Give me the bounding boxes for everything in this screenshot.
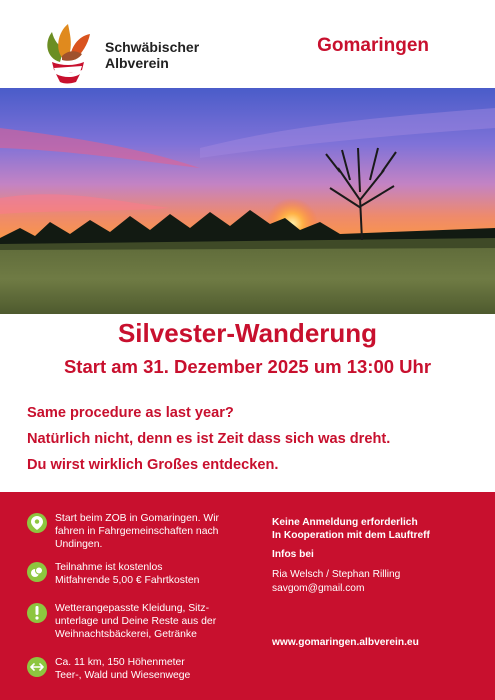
detail-line: Ca. 11 km, 150 Höhenmeter: [55, 657, 185, 668]
arrows-horizontal-icon: [27, 657, 47, 677]
detail-cost: [27, 561, 273, 587]
detail-line: Weihnachtsbäckerei, Getränke: [55, 629, 197, 640]
organization-name-line2: Albverein: [105, 55, 169, 71]
detail-line: Teer-, Wald und Wiesenwege: [55, 670, 191, 681]
detail-text: [55, 561, 273, 587]
albverein-logo-icon: [40, 20, 96, 84]
event-start-date: Start am 31. Dezember 2025 um 13:00 Uhr: [63, 356, 432, 377]
detail-text: [55, 602, 273, 641]
event-title: Silvester-Wanderung: [117, 318, 378, 348]
detail-text: [55, 656, 273, 682]
sunset-landscape-photo: [0, 88, 495, 314]
detail-line: fahren in Fahrgemeinschaften nach: [55, 526, 219, 537]
header: [0, 0, 495, 88]
info-panel: [0, 492, 495, 700]
organization-name: [105, 39, 199, 71]
website-link[interactable]: www.gomaringen.albverein.eu: [272, 637, 419, 648]
detail-line: Wetterangepasste Kleidung, Sitz-: [55, 603, 210, 614]
detail-line: unterlage und Deine Reste aus der: [55, 616, 217, 627]
infos-label: Infos bei: [272, 549, 314, 560]
organization-name-line1: Schwäbischer: [105, 39, 200, 55]
city-name: Gomaringen: [317, 35, 429, 56]
registration-note: Keine Anmeldung erforderlich: [272, 517, 418, 528]
detail-text: [55, 512, 273, 551]
intro-text: [27, 400, 487, 478]
contact-names: Ria Welsch / Stephan Rilling: [272, 569, 401, 580]
contact-email[interactable]: savgom@gmail.com: [272, 583, 365, 594]
intro-line: Natürlich nicht, denn es ist Zeit dass sich was dreht.: [27, 431, 391, 447]
intro-line: Du wirst wirklich Großes entdecken.: [27, 457, 279, 473]
detail-line: Start beim ZOB in Gomaringen. Wir: [55, 513, 219, 524]
location-pin-icon: [27, 513, 47, 533]
coins-icon: [27, 562, 47, 582]
detail-line: Teilnahme ist kostenlos: [55, 562, 163, 573]
detail-equipment: [27, 602, 273, 641]
detail-start: [27, 512, 273, 551]
exclamation-icon: [27, 603, 47, 623]
intro-line: Same procedure as last year?: [27, 405, 234, 421]
cooperation-note: In Kooperation mit dem Lauftreff: [272, 530, 430, 541]
detail-route: [27, 656, 273, 682]
detail-line: Undingen.: [55, 539, 103, 550]
detail-line: Mitfahrende 5,00 € Fahrtkosten: [55, 575, 200, 586]
